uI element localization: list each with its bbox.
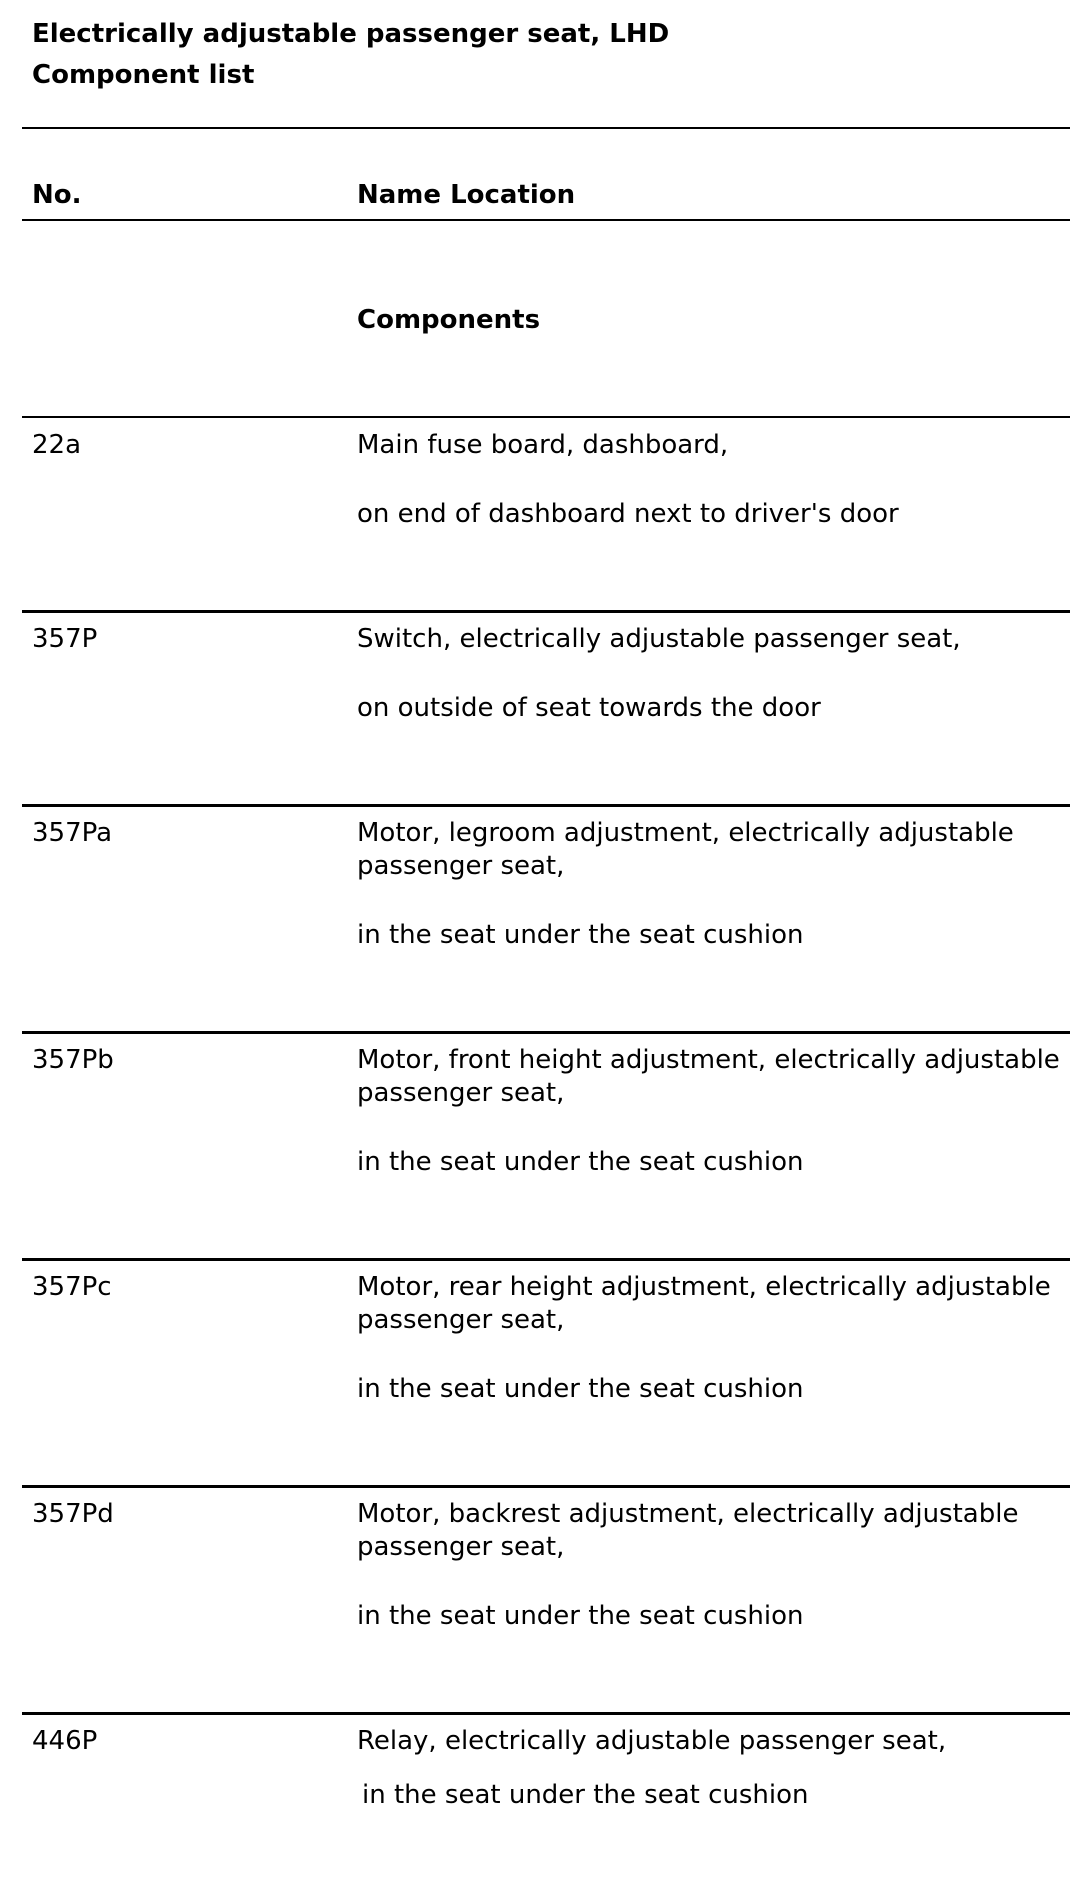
- document-subtitle: Component list: [32, 60, 255, 90]
- row-location: in the seat under the seat cushion: [357, 1147, 804, 1177]
- row-divider: [22, 416, 1070, 418]
- row-location: on end of dashboard next to driver's door: [357, 499, 899, 529]
- row-number: 357Pa: [32, 818, 113, 848]
- row-location: in the seat under the seat cushion: [362, 1780, 809, 1810]
- title-divider: [22, 127, 1070, 129]
- row-divider: [22, 1258, 1070, 1261]
- row-divider: [22, 804, 1070, 807]
- row-name: Motor, backrest adjustment, electrically adjustable passenger seat,: [357, 1499, 1019, 1562]
- row-number: 357Pc: [32, 1272, 112, 1302]
- column-header-no: No.: [32, 180, 82, 210]
- row-number: 357Pd: [32, 1499, 114, 1529]
- row-number: 446P: [32, 1726, 98, 1756]
- row-location: in the seat under the seat cushion: [357, 920, 804, 950]
- row-name: Motor, front height adjustment, electrically adjustable passenger seat,: [357, 1045, 1060, 1108]
- row-location: in the seat under the seat cushion: [357, 1601, 804, 1631]
- row-number: 357Pb: [32, 1045, 114, 1075]
- row-divider: [22, 1031, 1070, 1034]
- row-name: Relay, electrically adjustable passenger seat,: [357, 1726, 947, 1756]
- row-name: Main fuse board, dashboard,: [357, 430, 729, 460]
- row-name: Motor, legroom adjustment, electrically adjustable passenger seat,: [357, 818, 1014, 881]
- row-location: on outside of seat towards the door: [357, 693, 821, 723]
- row-name: Motor, rear height adjustment, electrically adjustable passenger seat,: [357, 1272, 1051, 1335]
- row-divider: [22, 1485, 1070, 1488]
- row-divider: [22, 1712, 1070, 1715]
- row-number: 357P: [32, 624, 98, 654]
- section-label: Components: [357, 305, 541, 335]
- header-divider: [22, 219, 1070, 221]
- row-divider: [22, 610, 1070, 613]
- column-header-name-location: Name Location: [357, 180, 576, 210]
- row-location: in the seat under the seat cushion: [357, 1374, 804, 1404]
- document-title: Electrically adjustable passenger seat, LHD: [32, 19, 670, 49]
- row-name: Switch, electrically adjustable passenger seat,: [357, 624, 961, 654]
- row-number: 22a: [32, 430, 82, 460]
